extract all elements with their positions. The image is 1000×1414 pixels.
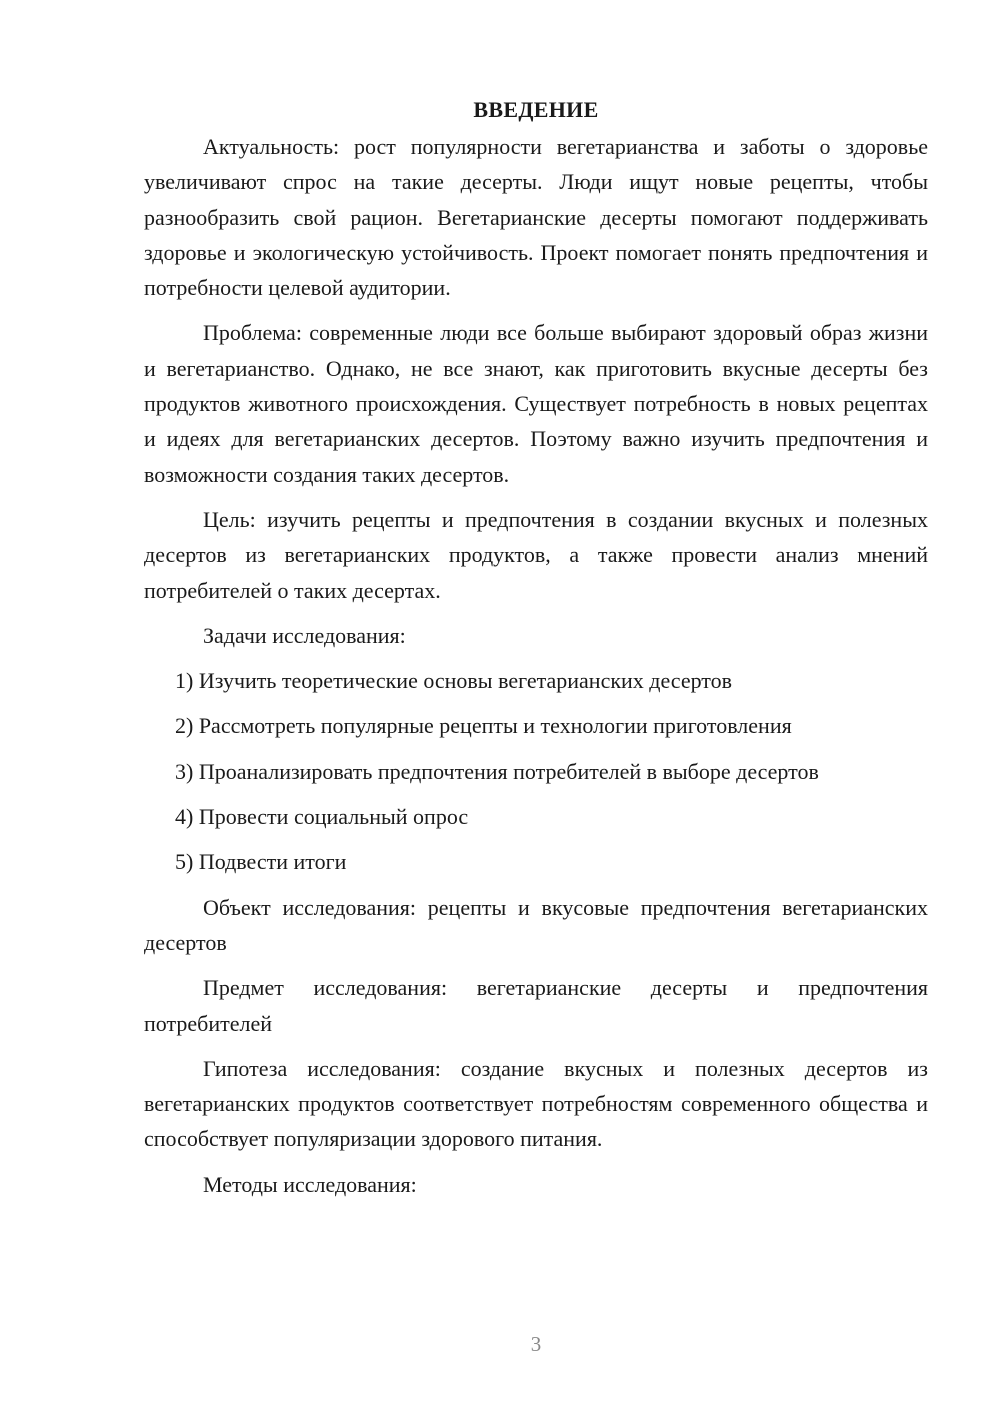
tasks-list [144, 663, 928, 879]
methods-heading: Методы исследования: [203, 1171, 417, 1197]
subject-paragraph: Предмет исследования: вегетарианские десерты и предпочтения потребителей [144, 975, 928, 1036]
task-item: 2) Рассмотреть популярные рецепты и технологии приготовления [175, 713, 792, 739]
problem-paragraph: Проблема: современные люди все больше выбирают здоровый образ жизни и вегетарианство. Однако, не все знают, как приготовить вкусные десерты без продуктов животного происхождения. Существует потребность в новых рецептах и идеях для вегетарианских десертов. Поэтому важно изучить предпочтения и возможности создания таких десертов. [144, 320, 928, 487]
section-title: ВВЕДЕНИЕ [473, 97, 599, 122]
object-paragraph: Объект исследования: рецепты и вкусовые предпочтения вегетарианских десертов [144, 894, 928, 955]
task-item: 5) Подвести итоги [175, 849, 347, 875]
task-item: 4) Провести социальный опрос [175, 804, 469, 830]
tasks-heading: Задачи исследования: [203, 622, 406, 648]
relevance-paragraph: Актуальность: рост популярности вегетарианства и заботы о здоровье увеличивают спрос на такие десерты. Люди ищут новые рецепты, чтобы разнообразить свой рацион. Вегетарианские десерты помогают поддерживать здоровье и экологическую устойчивость. Проект помогает понять предпочтения и потребности целевой аудитории. [144, 134, 928, 301]
task-item: 1) Изучить теоретические основы вегетарианских десертов [175, 668, 733, 694]
goal-paragraph: Цель: изучить рецепты и предпочтения в создании вкусных и полезных десертов из вегетарианских продуктов, а также провести анализ мнений потребителей о таких десертах. [144, 506, 928, 603]
task-item: 3) Проанализировать предпочтения потребителей в выборе десертов [175, 758, 819, 784]
page-number: 3 [530, 1332, 542, 1356]
hypothesis-paragraph: Гипотеза исследования: создание вкусных и полезных десертов из вегетарианских продуктов соответствует потребностям современного общества и способствует популяризации здорового питания. [144, 1055, 928, 1152]
document-page [144, 92, 928, 1212]
